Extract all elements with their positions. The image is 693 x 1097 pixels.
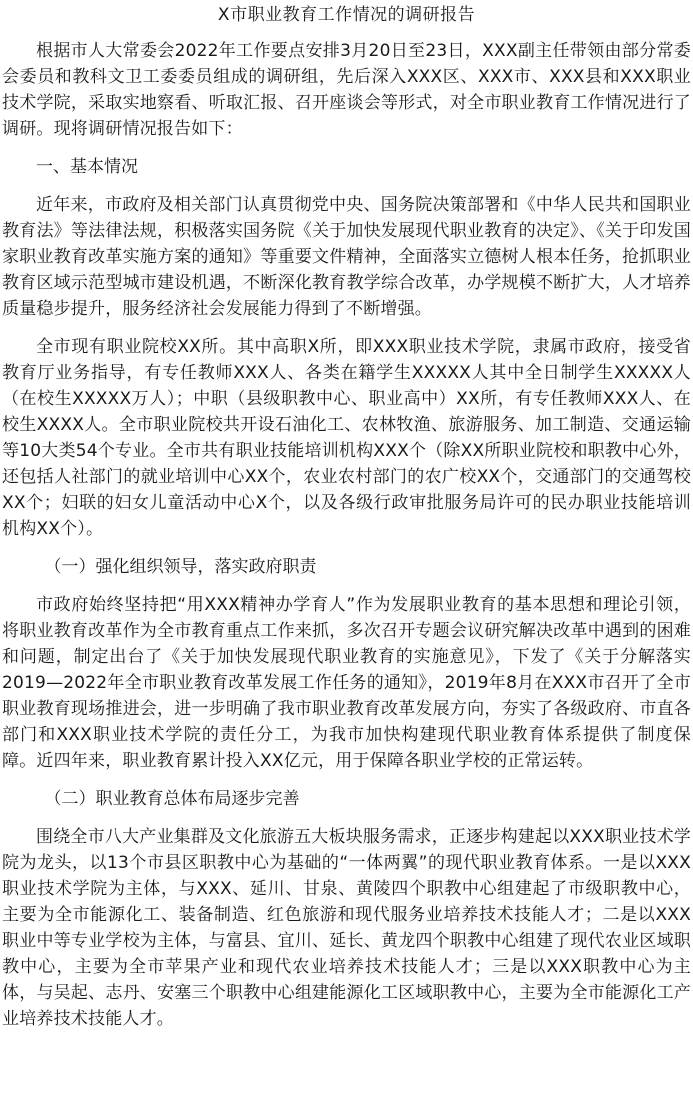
section-heading-basic-situation: 一、基本情况 bbox=[36, 157, 138, 177]
subsection2-paragraph: 围绕全市八大产业集群及文化旅游五大板块服务需求，正逐步构建起以XXX职业技术学院为龙头，以13个市县区职教中心为基础的“一体两翼”的现代职业教育体系。一是以XXX职业技术学院为主体，与XXX、延川、甘泉、黄陵四个职教中心组建起了市级职教中心，主要为全市能源化工、装备制造、红色旅游和现代服务业培养技术技能人才；二是以XXX职业中等专业学校为主体，与富县、宜川、延长、黄龙四个职教中心组建了现代农业区域职教中心，主要为全市苹果产业和现代农业培养技术技能人才；三是以XXX职教中心为主体，与吴起、志丹、安塞三个职教中心组建能源化工区域职教中心，主要为全市能源化工产业培养技术技能人才。 bbox=[2, 827, 691, 1029]
document-title: X市职业教育工作情况的调研报告 bbox=[217, 5, 476, 25]
intro-paragraph: 根据市人大常委会2022年工作要点安排3月20日至23日，XXX副主任带领由部分常委会委员和教科文卫工委委员组成的调研组，先后深入XXX区、XXX市、XXX县和XXX职业技术学院，采取实地察看、听取汇报、召开座谈会等形式，对全市职业教育工作情况进行了调研。现将调研情况报告如下： bbox=[2, 41, 691, 139]
subsection1-paragraph: 市政府始终坚持把“用XXX精神办学育人”作为发展职业教育的基本思想和理论引领，将职业教育改革作为全市教育重点工作来抓，多次召开专题会议研究解决改革中遇到的困难和问题，制定出台了《关于加快发展现代职业教育的实施意见》，下发了《关于分解落实2019—2022年全市职业教育改革发展工作任务的通知》，2019年8月在XXX市召开了全市职业教育现场推进会，进一步明确了我市职业教育改革发展方向，夯实了各级政府、市直各部门和XXX职业技术学院的责任分工，为我市加快构建现代职业教育体系提供了制度保障。近四年来，职业教育累计投入XX亿元，用于保障各职业学校的正常运转。 bbox=[2, 595, 691, 771]
subsection-heading-1: （一）强化组织领导，落实政府职责 bbox=[44, 557, 317, 577]
section1-paragraph-2: 全市现有职业院校XX所。其中高职X所，即XXX职业技术学院，隶属市政府，接受省教育厅业务指导，有专任教师XXX人、各类在籍学生XXXXX人其中全日制学生XXXXX人（在校生XXXXX万人）；中职（县级职教中心、职业高中）XX所，有专任教师XXX人、在校生XXXX人。全市职业院校共开设石油化工、农林牧渔、旅游服务、加工制造、交通运输等10大类54个专业。全市共有职业技能培训机构XXX个（除XX所职业院校和职教中心外，还包括人社部门的就业培训中心XX个，农业农村部门的农广校XX个，交通部门的交通驾校XX个；妇联的妇女儿童活动中心X个，以及各级行政审批服务局许可的民办职业技能培训机构XX个）。 bbox=[2, 337, 691, 539]
subsection-heading-2: （二）职业教育总体布局逐步完善 bbox=[44, 789, 300, 809]
section1-paragraph-1: 近年来，市政府及相关部门认真贯彻党中央、国务院决策部署和《中华人民共和国职业教育法》等法律法规，积极落实国务院《关于加快发展现代职业教育的决定》、《关于印发国家职业教育改革实施方案的通知》等重要文件精神，全面落实立德树人根本任务，抢抓职业教育区域示范型城市建设机遇，不断深化教育教学综合改革，办学规模不断扩大，人才培养质量稳步提升，服务经济社会发展能力得到了不断增强。 bbox=[2, 195, 691, 319]
